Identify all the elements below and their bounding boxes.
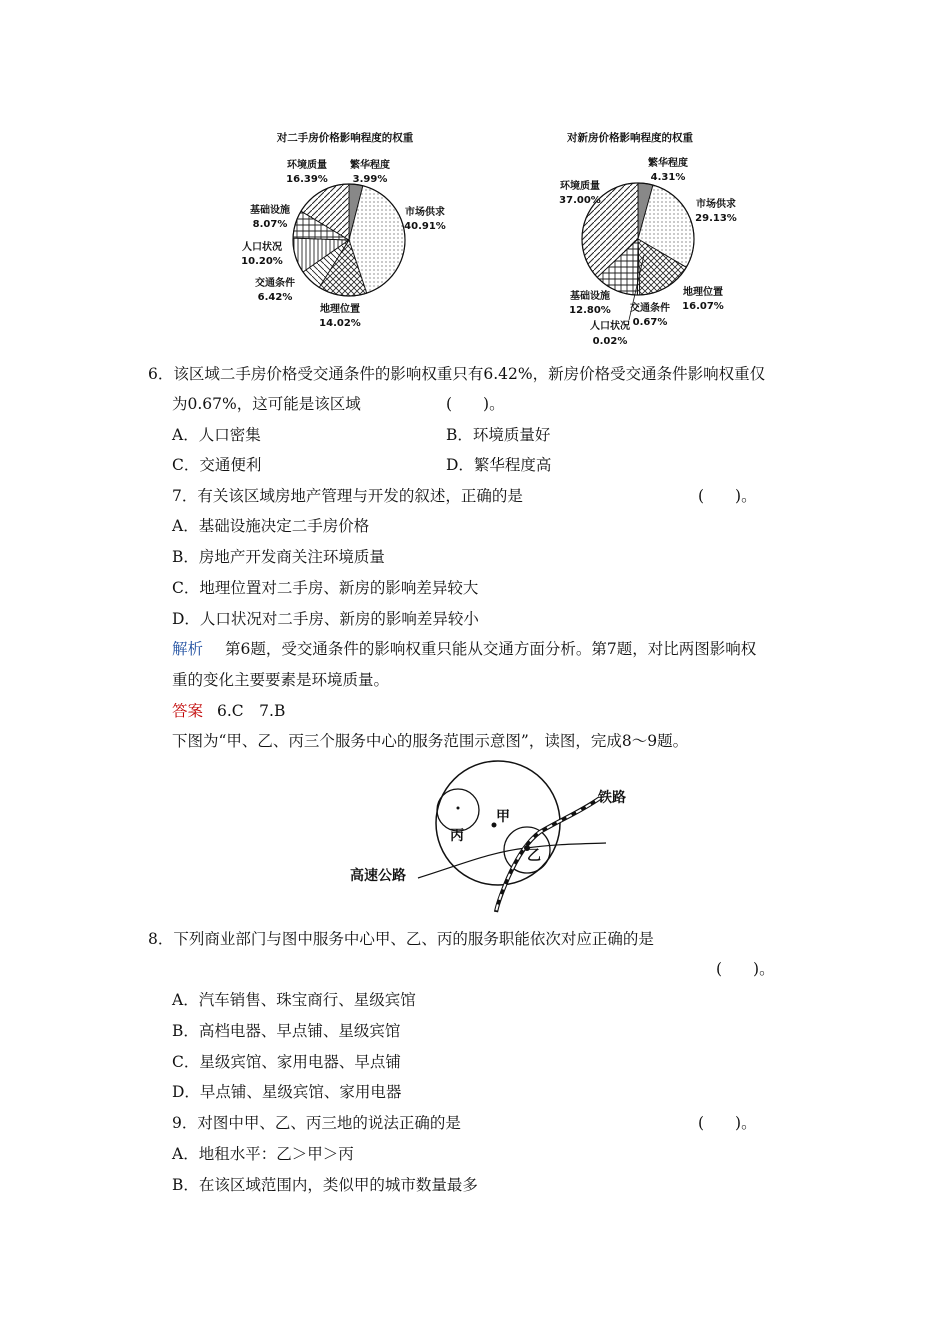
- answer-block: [172, 701, 285, 721]
- pie2-label-fanhua: 繁华程度: [648, 158, 688, 169]
- pie1-value-fanhua: 3.99%: [352, 174, 388, 185]
- pie2-title: 对新房价格影响程度的权重: [567, 132, 693, 144]
- pie2-label-dili: 地理位置: [683, 287, 723, 298]
- pie1-label-shichang: 市场供求: [405, 207, 445, 218]
- pie1-label-jiaotong: 交通条件: [255, 278, 295, 289]
- service-range-map: [340, 760, 670, 920]
- q7-option-b: B．房地产开发商关注环境质量: [172, 548, 385, 566]
- pie1: [293, 184, 405, 296]
- q6-answer-paren: ( )。: [446, 395, 505, 413]
- q6-option-c: C．交通便利: [172, 456, 262, 474]
- q9-option-a: A．地租水平：乙＞甲＞丙: [172, 1145, 354, 1163]
- q7-answer-paren: ( )。: [698, 487, 757, 505]
- analysis-text-line2: 重的变化主要要素是环境质量。: [172, 671, 390, 689]
- pie1-value-renkou: 10.20%: [241, 256, 283, 267]
- pie1-label-dili: 地理位置: [320, 304, 360, 315]
- railway-casing: [496, 798, 600, 912]
- pie1-label-jichu: 基础设施: [250, 205, 290, 216]
- railway-label: 铁路: [598, 790, 626, 806]
- q7-option-c: C．地理位置对二手房、新房的影响差异较大: [172, 579, 479, 597]
- pie1-value-shichang: 40.91%: [404, 221, 446, 232]
- pie2-label-huanjing: 环境质量: [560, 181, 600, 192]
- figure-intro: 下图为“甲、乙、丙三个服务中心的服务范围示意图”，读图，完成8～9题。: [172, 732, 689, 750]
- q8-answer-paren: ( )。: [716, 960, 775, 978]
- q6-stem-line2: 为0.67%，这可能是该区域: [172, 395, 361, 413]
- q7-option-a: A．基础设施决定二手房价格: [172, 517, 370, 535]
- answer-label: 答案: [172, 702, 204, 720]
- pie1-value-jiaotong: 6.42%: [257, 292, 293, 303]
- analysis-label: 解析: [172, 640, 204, 658]
- pie2-value-jichu: 12.80%: [569, 305, 611, 316]
- railway-line: [496, 798, 600, 912]
- q8-option-d: D．早点铺、星级宾馆、家用电器: [172, 1083, 402, 1101]
- q8-option-b: B．高档电器、早点铺、星级宾馆: [172, 1022, 401, 1040]
- q8-option-a: A．汽车销售、珠宝商行、星级宾馆: [172, 991, 416, 1009]
- pie2-value-dili: 16.07%: [682, 301, 724, 312]
- yi-label: 乙: [527, 848, 541, 864]
- pie2-label-shichang: 市场供求: [696, 199, 736, 210]
- pie2-value-fanhua: 4.31%: [650, 172, 686, 183]
- q8-option-c: C．星级宾馆、家用电器、早点铺: [172, 1053, 401, 1071]
- pie1-title: 对二手房价格影响程度的权重: [276, 132, 414, 144]
- pie-charts-figure: [0, 0, 950, 360]
- answer-text: 6.C 7.B: [217, 702, 286, 720]
- pie2-value-huanjing: 37.00%: [559, 195, 601, 206]
- q8-stem: 8．下列商业部门与图中服务中心甲、乙、丙的服务职能依次对应正确的是: [148, 930, 654, 948]
- pie2-value-renkou: 0.02%: [592, 336, 628, 347]
- pie2-label-jiaotong: 交通条件: [630, 303, 670, 314]
- bing-center-dot: [457, 807, 460, 810]
- bing-label: 丙: [450, 828, 464, 844]
- pie1-value-huanjing: 16.39%: [286, 174, 328, 185]
- pie1-value-dili: 14.02%: [319, 318, 361, 329]
- pie1-label-huanjing: 环境质量: [287, 160, 327, 171]
- q7-stem: 7．有关该区域房地产管理与开发的叙述，正确的是: [172, 487, 523, 505]
- highway-label: 高速公路: [350, 868, 406, 884]
- q9-option-b: B．在该区域范围内，类似甲的城市数量最多: [172, 1176, 478, 1194]
- q9-answer-paren: ( )。: [698, 1114, 757, 1132]
- q6-option-b: B．环境质量好: [446, 426, 551, 444]
- q7-option-d: D．人口状况对二手房、新房的影响差异较小: [172, 610, 479, 628]
- q6-stem-line1: 6．该区域二手房价格受交通条件的影响权重只有6.42%，新房价格受交通条件影响权重仅: [148, 365, 766, 383]
- q6-option-a: A．人口密集: [172, 426, 261, 444]
- pie1-label-fanhua: 繁华程度: [350, 160, 390, 171]
- pie2-label-jichu: 基础设施: [570, 291, 610, 302]
- q6-option-d: D．繁华程度高: [446, 456, 552, 474]
- analysis-text-line1: 第6题，受交通条件的影响权重只能从交通方面分析。第7题，对比两图影响权: [225, 640, 757, 658]
- pie2-value-shichang: 29.13%: [695, 213, 737, 224]
- bing-service-circle: [437, 789, 479, 831]
- analysis-block: [172, 639, 756, 659]
- jia-label: 甲: [496, 809, 510, 825]
- pie2-label-renkou: 人口状况: [590, 321, 630, 332]
- pie2-value-jiaotong: 0.67%: [632, 317, 668, 328]
- q9-stem: 9．对图中甲、乙、丙三地的说法正确的是: [172, 1114, 461, 1132]
- pie1-value-jichu: 8.07%: [252, 219, 288, 230]
- pie1-label-renkou: 人口状况: [242, 242, 282, 253]
